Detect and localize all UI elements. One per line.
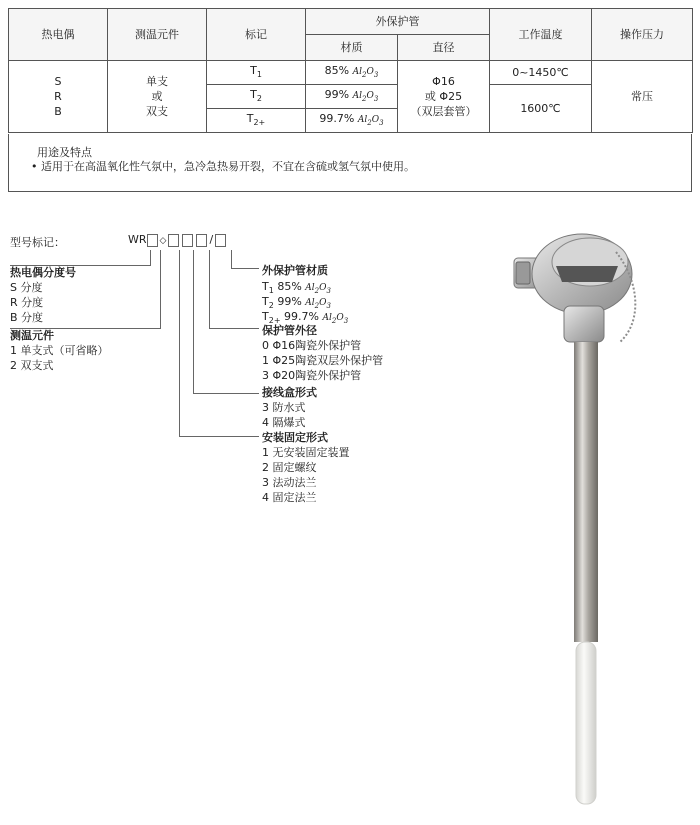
notes-box bbox=[8, 134, 692, 192]
header-material: 材质 bbox=[306, 35, 398, 61]
box-item: 3 防水式 bbox=[262, 401, 306, 414]
code-box bbox=[168, 234, 179, 247]
connector-line bbox=[193, 393, 259, 394]
connector-line bbox=[179, 250, 180, 437]
diameter-cell: Φ16 或 Φ25 （双层套管） bbox=[398, 61, 490, 133]
element-value: 或 bbox=[151, 90, 163, 103]
mount-item: 2 固定螺纹 bbox=[262, 461, 317, 474]
mount-item: 4 固定法兰 bbox=[262, 491, 317, 504]
grade-item: R 分度 bbox=[10, 296, 44, 309]
diameter-item: 1 Φ25陶瓷双层外保护管 bbox=[262, 354, 384, 367]
model-prefix: WR bbox=[128, 233, 147, 246]
model-label: 型号标记： bbox=[10, 236, 65, 249]
ceramic-tube bbox=[576, 642, 596, 804]
mark-cell: $T_1$ bbox=[207, 61, 306, 85]
grade-title: 热电偶分度号 bbox=[10, 266, 76, 279]
diameter-item: 3 Φ20陶瓷外保护管 bbox=[262, 369, 362, 382]
material-cell: 99.7% $Al_2O_3$ bbox=[306, 109, 398, 133]
thermocouple-photo bbox=[500, 222, 660, 807]
material-item: $T_1$ 85% $Al_2O_3$ bbox=[262, 280, 331, 296]
element-value: 单支 bbox=[146, 75, 168, 88]
notes-text: • 适用于在高温氧化性气氛中，急冷急热易开裂，不宜在含硫或氢气氛中使用。 bbox=[31, 160, 415, 173]
connector-line bbox=[179, 436, 259, 437]
header-element: 测温元件 bbox=[108, 9, 207, 61]
box-item: 4 隔爆式 bbox=[262, 416, 306, 429]
element-item: 1 单支式（可省略） bbox=[10, 344, 109, 357]
diameter-title: 保护管外径 bbox=[262, 324, 317, 337]
material-item: $T_{2+}$ 99.7% $Al_2O_3$ bbox=[262, 310, 349, 326]
grade-item: B 分度 bbox=[10, 311, 44, 324]
header-pressure: 操作压力 bbox=[592, 9, 693, 61]
mount-item: 1 无安装固定装置 bbox=[262, 446, 350, 459]
header-diameter: 直径 bbox=[398, 35, 490, 61]
steel-tube bbox=[574, 342, 598, 642]
material-cell: 99% $Al_2O_3$ bbox=[306, 85, 398, 109]
header-thermocouple: 热电偶 bbox=[9, 9, 108, 61]
material-item: $T_2$ 99% $Al_2O_3$ bbox=[262, 295, 331, 311]
diamond-icon: ◇ bbox=[159, 236, 167, 246]
junction-head bbox=[514, 234, 632, 342]
code-box bbox=[147, 234, 158, 247]
box-title: 接线盒形式 bbox=[262, 386, 317, 399]
thermocouple-type: R bbox=[54, 90, 62, 103]
diameter-item: 0 Φ16陶瓷外保护管 bbox=[262, 339, 362, 352]
connector-line bbox=[231, 250, 232, 269]
mount-item: 3 法动法兰 bbox=[262, 476, 317, 489]
mount-title: 安装固定形式 bbox=[262, 431, 328, 444]
mark-cell: $T_2$ bbox=[207, 85, 306, 109]
header-temperature: 工作温度 bbox=[490, 9, 592, 61]
pressure-cell: 常压 bbox=[592, 61, 693, 133]
material-title: 外保护管材质 bbox=[262, 264, 328, 277]
connector-line bbox=[150, 250, 151, 265]
temperature-cell: 0~1450℃ bbox=[490, 61, 592, 85]
element-cell bbox=[108, 61, 207, 133]
connector-line bbox=[209, 328, 259, 329]
thermocouple-types-cell bbox=[9, 61, 108, 133]
connector-line bbox=[160, 250, 161, 329]
connector-line bbox=[209, 250, 210, 329]
element-title: 测温元件 bbox=[10, 329, 54, 342]
notes-title: 用途及特点 bbox=[37, 146, 92, 159]
model-code bbox=[128, 233, 226, 247]
element-value: 双支 bbox=[146, 105, 168, 118]
connector-line bbox=[193, 250, 194, 394]
mark-cell: $T_{2+}$ bbox=[207, 109, 306, 133]
material-cell: 85% $Al_2O_3$ bbox=[306, 61, 398, 85]
connector-line bbox=[231, 268, 259, 269]
thermocouple-type: B bbox=[54, 105, 62, 118]
spec-table bbox=[8, 8, 693, 133]
temperature-cell: 1600℃ bbox=[490, 85, 592, 133]
thermocouple-type: S bbox=[54, 75, 62, 88]
header-sheath: 外保护管 bbox=[306, 9, 490, 35]
header-mark: 标记 bbox=[207, 9, 306, 61]
grade-item: S 分度 bbox=[10, 281, 43, 294]
code-box bbox=[182, 234, 193, 247]
element-item: 2 双支式 bbox=[10, 359, 54, 372]
code-box bbox=[196, 234, 207, 247]
code-box bbox=[215, 234, 226, 247]
slash: / bbox=[209, 233, 214, 246]
